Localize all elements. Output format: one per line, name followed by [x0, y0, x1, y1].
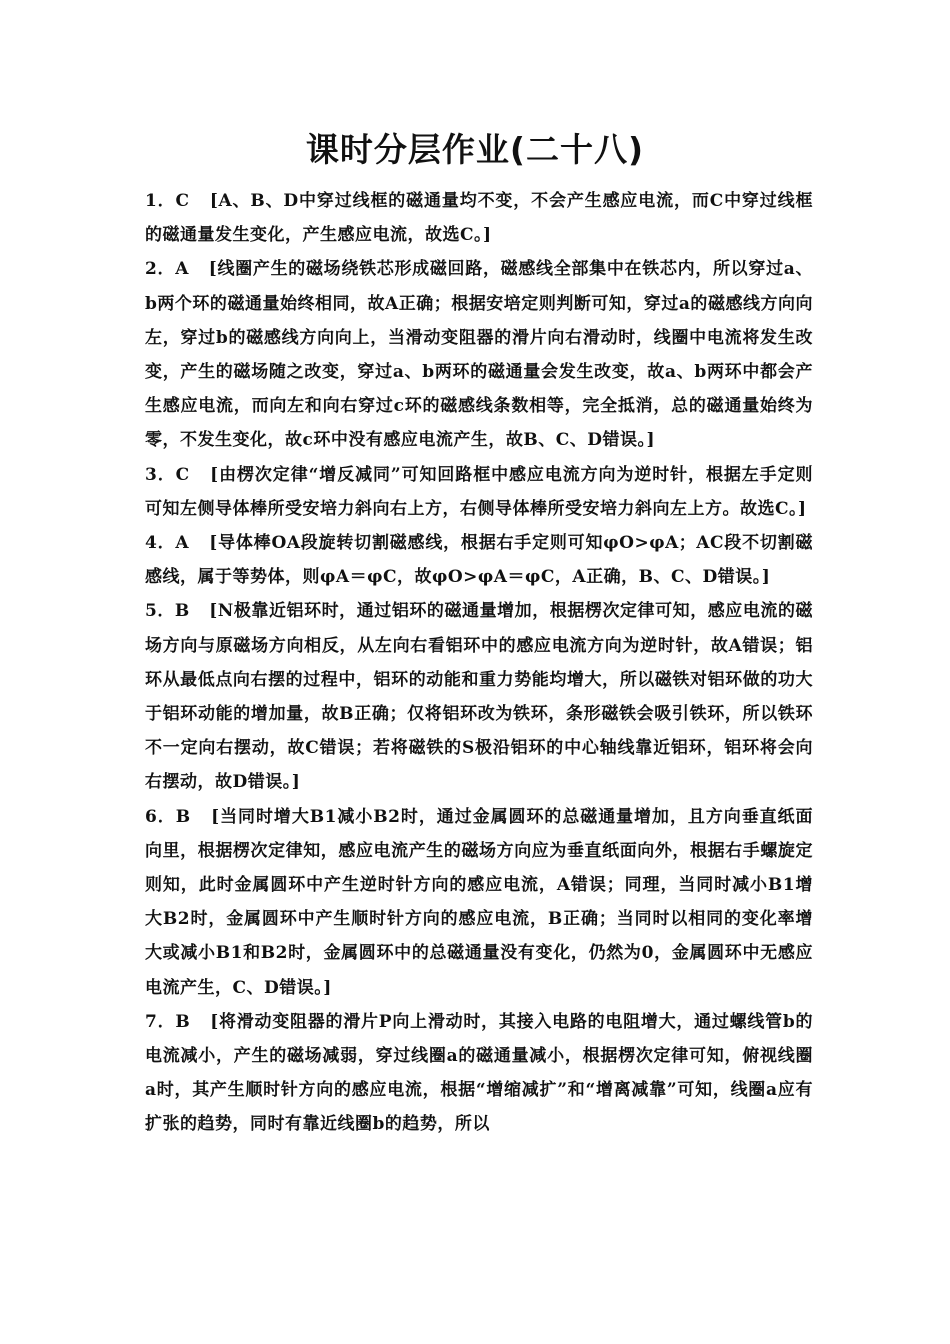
answer-key: 2．A [145, 259, 189, 280]
answer-item-6 [145, 800, 813, 1005]
answer-item-2 [145, 252, 813, 457]
answer-explanation: [线圈产生的磁场绕铁芯形成磁回路，磁感线全部集中在铁芯内，所以穿过a、b两个环的磁通量始终相同，故A正确；根据安培定则判断可知，穿过a的磁感线方向向左，穿过b的磁感线方向向上，当滑动变阻器的滑片向右滑动时，线圈中电流将发生改变，产生的磁场随之改变，穿过a、b两环的磁通量会发生改变，故a、b两环中都会产生感应电流，而向左和向右穿过c环的磁感线条数相等，完全抵消，总的磁通量始终为零，不发生变化，故c环中没有感应电流产生，故B、C、D错误。] [145, 259, 813, 451]
answer-explanation: [N极靠近铝环时，通过铝环的磁通量增加，根据楞次定律可知，感应电流的磁场方向与原磁场方向相反，从左向右看铝环中的感应电流方向为逆时针，故A错误；铝环从最低点向右摆的过程中，铝环的动能和重力势能均增大，所以磁铁对铝环做的功大于铝环动能的增加量，故B正确；仅将铝环改为铁环，条形磁铁会吸引铁环，所以铁环不一定向右摆动，故C错误；若将磁铁的S极沿铝环的中心轴线靠近铝环，铝环将会向右摆动，故D错误。] [145, 601, 813, 793]
answer-explanation: [由楞次定律“增反减同”可知回路框中感应电流方向为逆时针，根据左手定则可知左侧导体棒所受安培力斜向右上方，右侧导体棒所受安培力斜向左上方。故选C。] [145, 464, 813, 519]
answer-item-5 [145, 594, 813, 799]
answer-key: 7．B [145, 1011, 191, 1032]
answer-key: 1．C [145, 191, 190, 211]
page-title: 课时分层作业(二十八) [305, 130, 645, 169]
answer-item-7 [145, 1005, 813, 1142]
answer-explanation: [将滑动变阻器的滑片P向上滑动时，其接入电路的电阻增大，通过螺线管b的电流减小，产生的磁场减弱，穿过线圈a的磁通量减小，根据楞次定律可知，俯视线圈a时，其产生顺时针方向的感应电流，根据“增缩减扩”和“增离减靠”可知，线圈a应有扩张的趋势，同时有靠近线圈b的趋势，所以 [145, 1011, 813, 1135]
answer-key: 5．B [145, 601, 190, 622]
answer-explanation: [当同时增大B1减小B2时，通过金属圆环的总磁通量增加，且方向垂直纸面向里，根据楞次定律知，感应电流产生的磁场方向应为垂直纸面向外，根据右手螺旋定则知，此时金属圆环中产生逆时针方向的感应电流，A错误；同理，当同时减小B1增大B2时，金属圆环中产生顺时针方向的感应电流，B正确；当同时以相同的变化率增大或减小B1和B2时，金属圆环中的总磁通量没有变化，仍然为0，金属圆环中无感应电流产生，C、D错误。] [145, 806, 813, 998]
answer-item-1 [145, 184, 813, 252]
answer-item-4 [145, 526, 813, 594]
answer-explanation: [A、B、D中穿过线框的磁通量均不变，不会产生感应电流，而C中穿过线框的磁通量发生变化，产生感应电流，故选C。] [145, 191, 814, 246]
answer-list [145, 184, 813, 1142]
answer-explanation: [导体棒OA段旋转切割磁感线，根据右手定则可知φO>φA；AC段不切割磁感线，属于等势体，则φA＝φC，故φO>φA＝φC，A正确，B、C、D错误。] [145, 533, 813, 588]
answer-item-3 [145, 458, 813, 526]
answer-key: 3．C [145, 464, 190, 485]
answer-key: 4．A [145, 533, 190, 554]
answer-key: 6．B [145, 806, 191, 827]
